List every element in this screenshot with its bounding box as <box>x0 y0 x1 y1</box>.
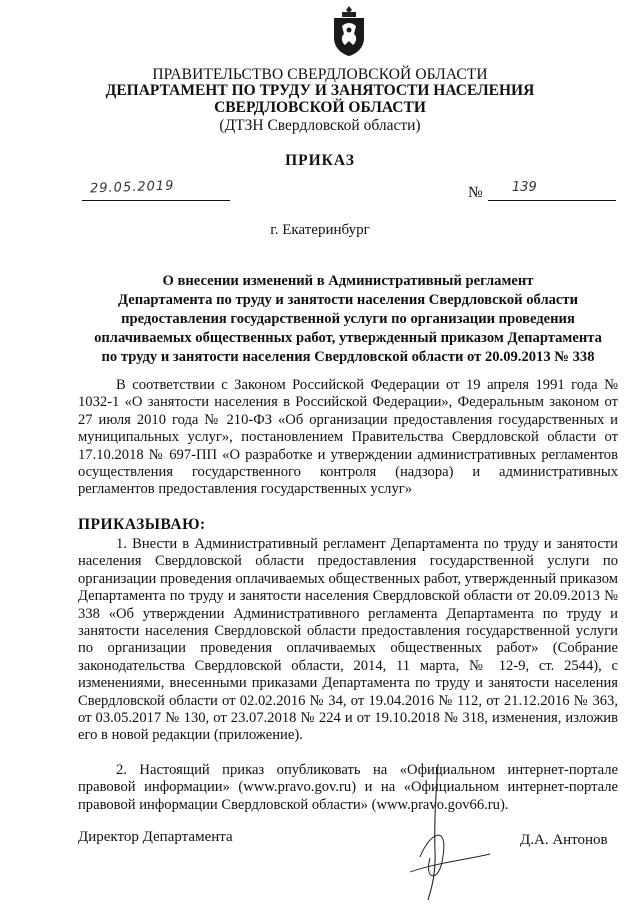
order-subject <box>78 272 618 367</box>
order-date: 29.05.2019 <box>89 178 175 197</box>
handwritten-signature <box>380 762 500 902</box>
date-underline <box>82 200 230 201</box>
subject-line: оплачиваемых общественных работ, утвержденный приказом Департамента <box>94 330 602 346</box>
order-item-1: 1. Внести в Административный регламент Департамента по труду и занятости населения Свердловской области предоставления государственной услуги по организации проведения оплачиваемых общественных работ, утвержденный приказом Департамента по труду и занятости населения Свердловской области от 20.09.2013 № 338 «Об утверждении Административного регламента Департамента по труду и занятости населения Свердловской области предоставления государственной услуги по организации проведения оплачиваемых общественных работ» (Собрание законодательства Свердловской области, 2014, 11 марта, № 12-9, ст. 2544), с изменениями, внесенными приказами Департамента по труду и занятости населения Свердловской области от 02.02.2016 № 34, от 19.04.2016 № 112, от 21.12.2016 № 363, от 03.05.2017 № 130, от 23.07.2018 № 224 и от 19.10.2018 № 318, изменения, изложив его в новой редакции (приложение). <box>78 536 618 744</box>
department-abbreviation: (ДТЗН Свердловской области) <box>219 117 421 134</box>
order-item-2: 2. Настоящий приказ опубликовать на «Официальном интернет-портале правовой информации» (www.pravo.gov.ru) и на «Официальном интернет-портале правовой информации Свердловской области» (www.pravo.gov66.ru). <box>78 762 618 813</box>
preamble-text: В соответствии с Законом Российской Федерации от 19 апреля 1991 года № 1032-1 «О занятости населения в Российской Федерации», Федеральным законом от 27 июля 2010 года № 210-ФЗ «Об организации предоставления государственных и муниципальных услуг», постановлением Правительства Свердловской области от 17.10.2018 № 697-ПП «О разработке и утверждении административных регламентов осуществления государственного контроля (надзора) и административных регламентов предоставления государственных услуг» <box>78 377 618 498</box>
department-name-line2: СВЕРДЛОВСКОЙ ОБЛАСТИ <box>214 99 426 116</box>
number-underline <box>488 200 616 201</box>
subject-line: по труду и занятости населения Свердловской области от 20.09.2013 № 338 <box>101 349 595 365</box>
department-name-line1: ДЕПАРТАМЕНТ ПО ТРУДУ И ЗАНЯТОСТИ НАСЕЛЕНИЯ <box>105 82 535 99</box>
subject-line: О внесении изменений в Административный регламент <box>162 273 534 289</box>
government-name: ПРАВИТЕЛЬСТВО СВЕРДЛОВСКОЙ ОБЛАСТИ <box>152 66 488 83</box>
signatory-name: Д.А. Антонов <box>520 832 608 848</box>
number-label: № <box>468 184 483 201</box>
order-number: 139 <box>512 180 537 195</box>
preamble-paragraph <box>78 377 618 499</box>
signatory-position: Директор Департамента <box>78 829 233 845</box>
order-keyword: ПРИКАЗЫВАЮ: <box>78 516 206 533</box>
subject-line: предоставления государственной услуги по организации проведения <box>121 311 575 327</box>
coat-of-arms-icon <box>330 4 368 58</box>
subject-line: Департамента по труду и занятости населения Свердловской области <box>118 292 578 308</box>
city: г. Екатеринбург <box>270 222 370 238</box>
document-type-title: ПРИКАЗ <box>285 152 355 169</box>
